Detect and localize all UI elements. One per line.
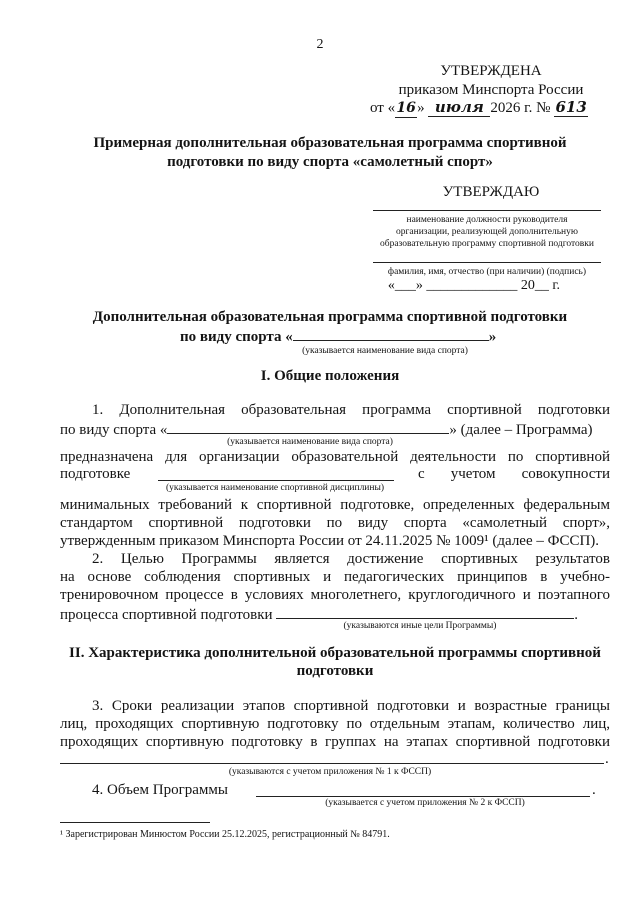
p3-end: . — [605, 751, 609, 767]
hint-position-1: наименование должности руководителя — [406, 215, 568, 225]
p3-hint: (указываются с учетом приложения № 1 к ФССП) — [228, 767, 432, 777]
hint-position-3: образовательную программу спортивной подготовки — [379, 239, 594, 249]
p1-line6: стандартом спортивной подготовки по виду спорта «самолетный спорт», — [60, 515, 610, 531]
program-title-line2 — [180, 326, 500, 346]
doc-title-line1: Примерная дополнительная образовательная программа спортивной — [93, 135, 567, 151]
stages-blank — [60, 763, 604, 764]
p1-line1: 1. Дополнительная образовательная программа спортивной подготовки — [92, 402, 610, 418]
utverzhdayu-label: УТВЕРЖДАЮ — [442, 184, 540, 200]
p4-label: 4. Объем Программы — [92, 782, 228, 798]
name-line — [373, 262, 601, 263]
p3-line2: лиц, проходящих спортивную подготовку по отдельным этапам, количество лиц, — [60, 716, 610, 732]
p1-line4-a: подготовке — [60, 466, 131, 482]
program-title-line1: Дополнительная образовательная программа спортивной подготовки — [92, 309, 568, 325]
p2-line3: тренировочном процессе в условиях многолетнего, круглогодичного и поэтапного — [60, 587, 610, 603]
date-mid: » — [417, 100, 425, 116]
program-title-hint: (указывается наименование вида спорта) — [302, 346, 468, 356]
p2-line1: 2. Целью Программы является достижение спортивных результатов — [92, 551, 610, 567]
handwritten-number: 613 — [555, 98, 587, 116]
footnote-separator — [60, 822, 210, 823]
p2-line4-b: . — [574, 607, 579, 623]
p2-hint: (указываются иные цели Программы) — [343, 621, 497, 631]
hint-position-2: организации, реализующей дополнительную — [396, 227, 578, 237]
p2-line4-a: процесса спортивной подготовки — [60, 607, 273, 623]
approval-order: приказом Минспорта России — [398, 82, 584, 98]
p1-line3: предназначена для организации образовательной деятельности по спортивной — [60, 449, 610, 465]
p1-sport-blank — [167, 419, 449, 434]
p1-hint2: (указывается наименование спортивной дисциплины) — [165, 483, 385, 493]
p2-line2: на основе соблюдения спортивных и педагогических принципов в учебно- — [60, 569, 610, 585]
footnote-text: ¹ Зарегистрирован Минюстом России 25.12.2025, регистрационный № 84791. — [60, 829, 390, 840]
p1-line5: минимальных требований к спортивной подготовке, определенных федеральным — [60, 497, 610, 513]
hint-name: фамилия, имя, отчество (при наличии) (подпись) — [387, 267, 587, 277]
handwritten-day: 16 — [396, 100, 416, 116]
page-number: 2 — [316, 37, 324, 52]
section2-heading-line2: подготовки — [296, 663, 374, 679]
p1-hint1: (указывается наименование вида спорта) — [227, 437, 393, 447]
handwritten-month: июля — [428, 98, 490, 117]
section1-heading: I. Общие положения — [260, 368, 400, 384]
p1-line4-b: с учетом совокупности — [418, 466, 610, 482]
sport-name-blank — [293, 326, 489, 341]
utverzhdayu-date: «___» _____________ 20__ г. — [387, 278, 560, 293]
p3-line3: проходящих спортивную подготовку в группах на этапах спортивной подготовки — [60, 734, 610, 750]
p4-hint: (указывается с учетом приложения № 2 к ФССП) — [325, 798, 525, 808]
other-goals-blank — [276, 604, 574, 619]
approval-title: УТВЕРЖДЕНА — [440, 63, 542, 79]
p3-line1: 3. Сроки реализации этапов спортивной подготовки и возрастные границы — [92, 698, 610, 714]
doc-title-line2: подготовки по виду спорта «самолетный спорт» — [167, 154, 493, 170]
p1-line2-a: по виду спорта « — [60, 422, 168, 438]
p1-line7: утвержденным приказом Минспорта России от 24.11.2025 № 1009¹ (далее – ФССП). — [60, 533, 600, 549]
p1-line2-b: » (далее – Программа) — [449, 422, 593, 438]
program-title-prefix: по виду спорта « — [180, 329, 293, 345]
year-suffix: 2026 г. № — [490, 100, 551, 116]
position-line — [373, 210, 601, 211]
approval-date-line — [370, 98, 630, 118]
section2-heading-line1: II. Характеристика дополнительной образовательной программы спортивной — [69, 645, 601, 661]
program-title-suffix: » — [488, 329, 497, 345]
discipline-blank — [158, 480, 394, 481]
p4-end: . — [592, 782, 596, 798]
date-prefix: от « — [370, 100, 396, 116]
